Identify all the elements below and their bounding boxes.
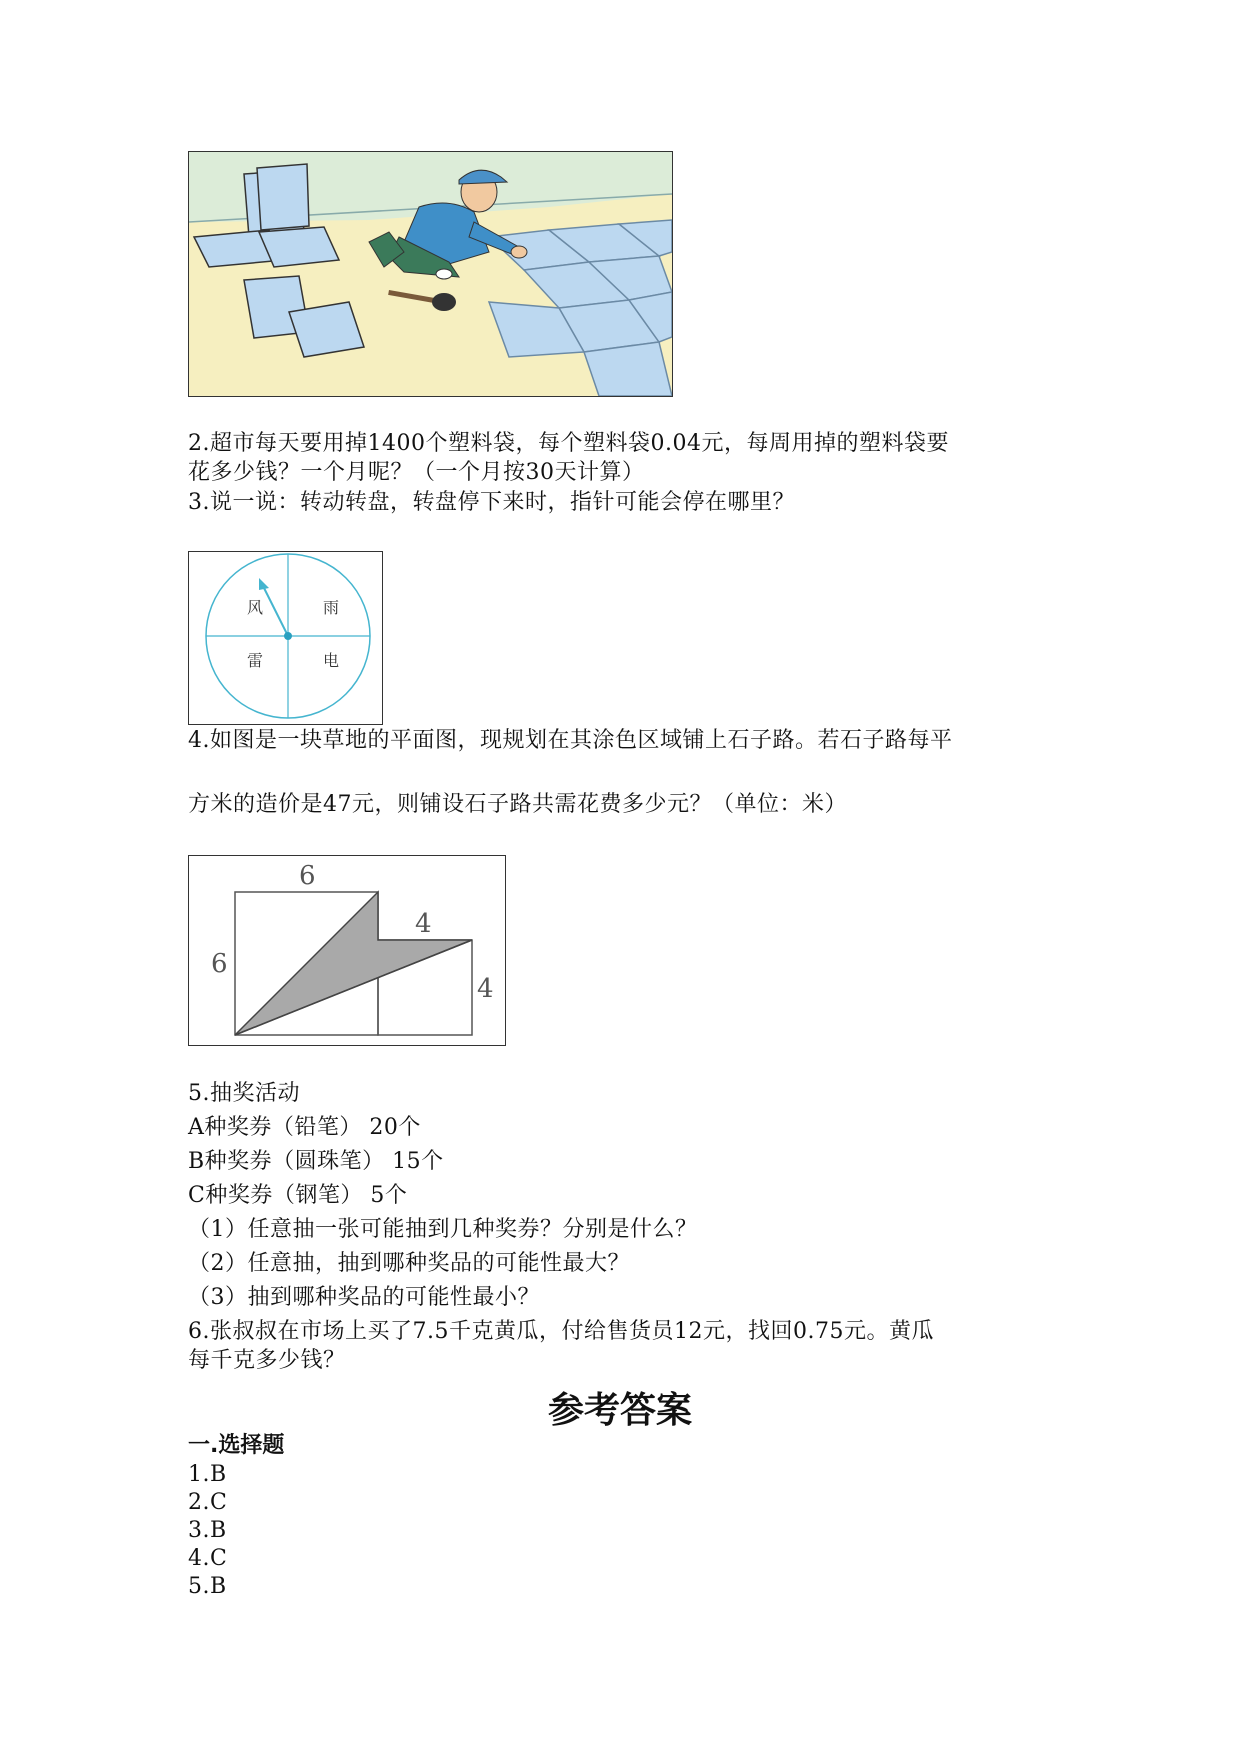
dim-left: 6	[211, 949, 228, 979]
q5-question-3: （3）抽到哪种奖品的可能性最小？	[188, 1285, 540, 1310]
answer-4: 4.C	[188, 1546, 228, 1571]
q2-line1: 2.超市每天要用掉1400个塑料袋，每个塑料袋0.04元，每周用掉的塑料袋要	[188, 431, 949, 456]
dim-top: 6	[299, 861, 316, 891]
answers-section: 一.选择题	[188, 1433, 285, 1458]
q5-title: 5.抽奖活动	[188, 1081, 300, 1106]
spinner-label-yu: 雨	[323, 598, 340, 617]
answer-3: 3.B	[188, 1518, 227, 1543]
lawn-plan-figure	[188, 855, 506, 1046]
spinner-figure	[188, 551, 383, 725]
spinner-label-feng: 风	[247, 598, 264, 617]
q6-line2: 每千克多少钱？	[188, 1348, 346, 1373]
q6-line1: 6.张叔叔在市场上买了7.5千克黄瓜，付给售货员12元，找回0.75元。黄瓜	[188, 1319, 934, 1344]
tiling-scene	[189, 152, 672, 396]
answers-title: 参考答案	[547, 1390, 692, 1431]
answer-5: 5.B	[188, 1574, 227, 1599]
spinner-label-lei: 雷	[247, 651, 264, 670]
answer-2: 2.C	[188, 1490, 228, 1515]
q3-text: 3.说一说：转动转盘，转盘停下来时，指针可能会停在哪里？	[188, 490, 795, 515]
q5-item-a: A种奖券（铅笔） 20个	[188, 1115, 421, 1140]
q4-line1: 4.如图是一块草地的平面图，现规划在其涂色区域铺上石子路。若石子路每平	[188, 728, 953, 753]
dim-small-top: 4	[415, 909, 432, 939]
q5-item-c: C种奖券（钢笔） 5个	[188, 1183, 408, 1208]
spinner-diagram	[189, 552, 382, 724]
spinner-label-dian: 电	[323, 651, 340, 670]
q5-question-1: （1）任意抽一张可能抽到几种奖券？分别是什么？	[188, 1217, 698, 1242]
lawn-plan-diagram	[189, 856, 505, 1045]
q5-question-2: （2）任意抽，抽到哪种奖品的可能性最大？	[188, 1251, 630, 1276]
q5-item-b: B种奖券（圆珠笔） 15个	[188, 1149, 444, 1174]
q4-line2: 方米的造价是47元，则铺设石子路共需花费多少元？（单位：米）	[188, 792, 847, 817]
q2-line2: 花多少钱？一个月呢？（一个月按30天计算）	[188, 460, 645, 485]
dim-small-right: 4	[477, 974, 494, 1004]
answer-1: 1.B	[188, 1462, 227, 1487]
tiling-illustration	[188, 151, 673, 397]
